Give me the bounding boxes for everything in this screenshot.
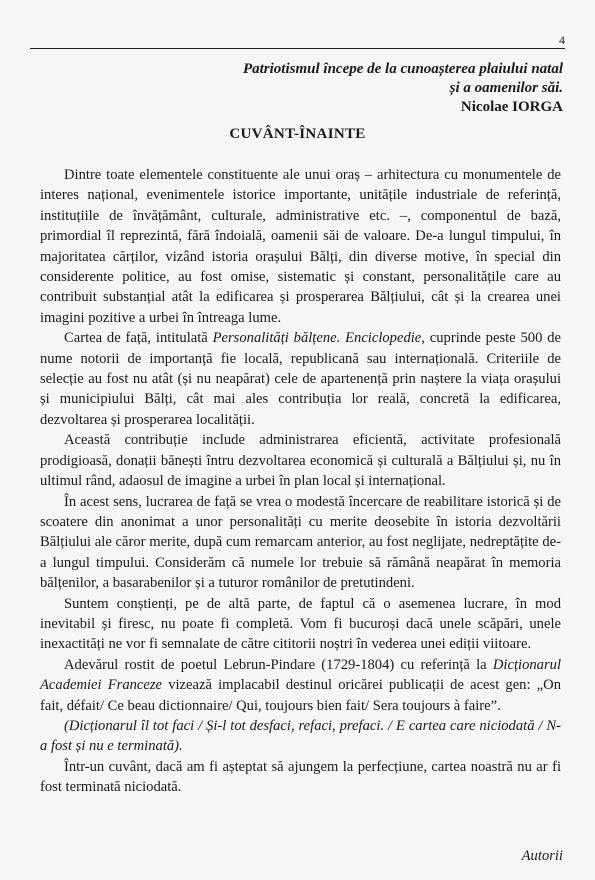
epigraph-author: Nicolae IORGA <box>460 99 563 115</box>
paragraph-8: Într-un cuvânt, dacă am fi așteptat să ajungem la perfecțiune, cartea noastră nu ar fi fost terminată niciodată. <box>40 758 561 796</box>
epigraph <box>243 60 563 117</box>
paragraph-5: Suntem conștienți, pe de altă parte, de faptul că o asemenea lucrare, în mod inevitabil și firesc, nu poate fi completă. Vom fi bucuroși dacă unele scăpări, unele inexactități ne vor fi semnalate de către cititorii noștri în vederea unei ediții viitoare. <box>40 595 561 653</box>
book-title: Personalități bălțene. Enciclopedie <box>212 330 422 347</box>
paragraph-1: Dintre toate elementele constituente ale unui oraș – arhitectura cu monumentele de interes național, evenimentele istorice importante, unitățile industriale de referință, instituțiile de învățământ, culturale, administrative etc. –, componentul de bază, primordial îl reprezintă, fără îndoială, oamenii săi de valoare. De-a lungul timpului, în majoritatea cărților, vizând istoria orașului Bălți, din diverse motive, în special din considerente politice, au fost omise, sistematic și constant, personalitățile care au contribuit substanțial atât la edificarea și prosperarea Bălțiului, cât și la crearea unei imagini pozitive a urbei în întreaga lume. <box>40 167 561 326</box>
paragraph-3: Această contribuție include administrarea eficientă, activitate profesională prodigioasă, donații bănești întru dezvoltarea economică și culturală a Bălțiului și, nu în ultimul rând, adaosul de imagine a urbei în plan local și internațional. <box>40 432 561 490</box>
page-number: 4 <box>559 33 565 47</box>
paragraph-2 <box>40 328 561 430</box>
paragraph-4: În acest sens, lucrarea de față se vrea o modestă încercare de reabilitare istorică și de scoatere din anonimat a unor personalități cu merite deosebite în istoria dezvoltării Bălțiului ale căror merite, după cum remarcam anterior, au fost neglijate, nedreptățite de-a lungul timpului. Considerăm că numele lor trebuie să rămână neapărat în memoria bălțenilor, a basarabenilor și a tuturor românilor de pretutindeni. <box>40 493 561 592</box>
dictionary-title: Dicționarul Academiei Franceze <box>40 656 561 694</box>
paragraph-6-text-a: Adevărul rostit de poetul Lebrun-Pindare (1729-1804) cu referință la <box>64 656 493 673</box>
header-rule <box>30 48 565 49</box>
body-text <box>40 165 561 798</box>
signature: Autorii <box>521 848 563 864</box>
paragraph-6-text-b: vizează implacabil destinul oricărei publicații de acest gen: „On fait, défait/ Ce beau dictionnaire/ Qui, toujours bien fait/ Sera toujours à faire”. <box>40 677 561 714</box>
paragraph-7-translation: (Dicționarul îl tot faci / Și-l tot desfaci, refaci, prefaci. / E cartea care niciodată / N-a fost și nu e terminată). <box>40 717 561 755</box>
paragraph-2-text-a: Cartea de față, intitulată <box>64 330 213 347</box>
epigraph-line-1: Patriotismul începe de la cunoașterea plaiului natal <box>242 61 563 77</box>
paragraph-2-text-b: , cuprinde peste 500 de nume notorii de importanță fie locală, republicană sau internațională. Criteriile de selecție au fost nu atât (și nu neapărat) cele de apartenență prin naștere la viața orașului și municipiului Bălți, cât mai ales contribuția lor reală, concretă la edificarea, dezvoltarea și prosperarea localității. <box>40 330 561 428</box>
epigraph-line-2: și a oamenilor săi. <box>449 80 563 96</box>
paragraph-6 <box>40 655 561 716</box>
section-heading: CUVÂNT-ÎNAINTE <box>229 126 366 142</box>
